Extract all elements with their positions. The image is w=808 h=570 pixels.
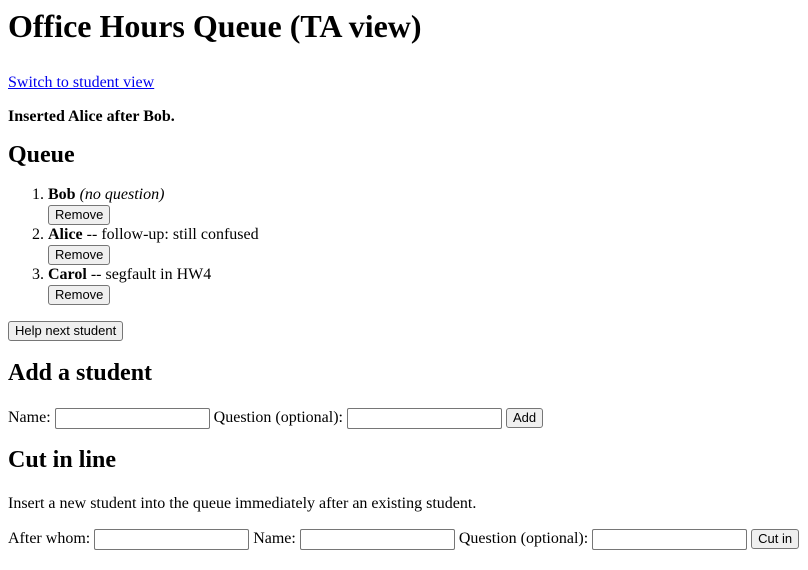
add-name-label: Name:	[8, 409, 51, 426]
cut-question-input[interactable]	[592, 529, 747, 550]
cut-name-input[interactable]	[300, 529, 455, 550]
remove-button[interactable]: Remove	[48, 205, 110, 225]
add-student-heading: Add a student	[8, 360, 153, 386]
remove-button[interactable]: Remove	[48, 245, 110, 265]
switch-to-student-view-link[interactable]: Switch to student view	[8, 74, 155, 91]
queue-list	[8, 185, 800, 305]
help-next-student-button[interactable]: Help next student	[8, 321, 123, 341]
add-name-input[interactable]	[55, 408, 210, 429]
add-question-input[interactable]	[347, 408, 502, 429]
cut-in-button[interactable]: Cut in	[751, 529, 799, 549]
cut-question-label: Question (optional):	[458, 530, 589, 547]
cut-in-line-form	[8, 528, 800, 550]
queue-item	[48, 225, 800, 265]
cut-in-line-heading: Cut in line	[8, 447, 117, 473]
queue-item-name: Alice	[48, 226, 83, 243]
queue-item-question: (no question)	[79, 186, 165, 203]
queue-item-name: Carol	[48, 266, 87, 283]
after-whom-input[interactable]	[94, 529, 249, 550]
after-whom-label: After whom:	[8, 530, 91, 547]
queue-item-name: Bob	[48, 186, 76, 203]
add-student-form	[8, 407, 800, 429]
add-question-label: Question (optional):	[213, 409, 343, 426]
remove-button[interactable]: Remove	[48, 285, 110, 305]
queue-heading: Queue	[8, 142, 75, 168]
queue-item-question: -- segfault in HW4	[90, 266, 212, 283]
page	[0, 8, 808, 550]
queue-item-question: -- follow-up: still confused	[86, 226, 259, 243]
queue-item	[48, 185, 800, 225]
queue-item	[48, 265, 800, 305]
add-button[interactable]: Add	[506, 408, 543, 428]
cut-name-label: Name:	[253, 530, 296, 547]
page-title: Office Hours Queue (TA view)	[8, 8, 422, 44]
cut-in-line-description: Insert a new student into the queue immediately after an existing student.	[8, 495, 477, 512]
status-message: Inserted Alice after Bob.	[8, 108, 175, 125]
